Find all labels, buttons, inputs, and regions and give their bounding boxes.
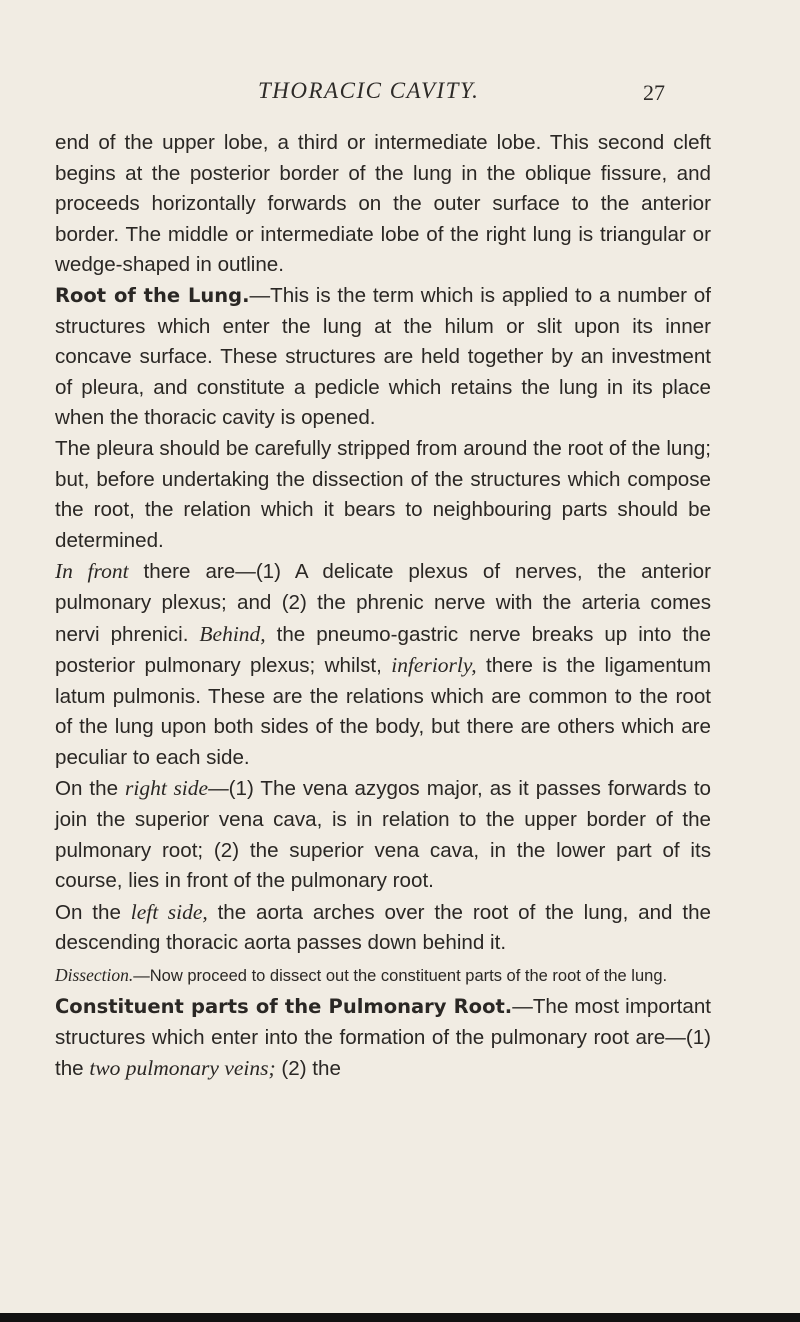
- paragraph-text: —This is the term which is applied to a number of structures which enter the lung at the hilum or slit upon its inner concave surface. These structures are held together by an investment of pleura, and constitute a pedicle which retains the lung in its place when the thoracic cavity is opened.: [55, 283, 711, 430]
- emphasis-behind: Behind,: [199, 621, 266, 646]
- paragraph-relations-common: [55, 556, 711, 773]
- section-heading-root-of-lung: Root of the Lung.: [55, 283, 250, 307]
- running-head: [0, 78, 800, 108]
- paragraph-text: there are—(1) A delicate plexus of nerves, the anterior pulmonary plexus; and (2) the phrenic nerve with the arteria comes nervi phrenici.: [55, 560, 711, 646]
- paragraph-right-side: [55, 773, 711, 896]
- emphasis-dissection: Dissection.: [55, 965, 134, 986]
- paragraph-lobe-continuation: [55, 128, 711, 281]
- paragraph-text: On the: [55, 777, 126, 801]
- emphasis-right-side: right side: [125, 776, 209, 801]
- paragraph-text: —(1) The vena azygos major, as it passes forwards to join the superior vena cava, is in relation to the upper border of the pulmonary root; (2) the superior vena cava, in the lower part of its course, lies in front of the pulmonary root.: [55, 777, 711, 893]
- emphasis-in-front: In front: [55, 559, 129, 584]
- paragraph-constituent-parts: [55, 992, 711, 1085]
- emphasis-left-side: left side,: [130, 899, 208, 924]
- page-number: 27: [643, 80, 665, 105]
- emphasis-pulmonary-veins: two pulmonary veins;: [89, 1056, 276, 1081]
- paragraph-text: The pleura should be carefully stripped from around the root of the lung; but, before undertaking the dissection of the structures which compose the root, the relation which it bears to neighbouring parts should be determined.: [55, 436, 711, 552]
- paragraph-text: there is the ligamentum latum pulmonis. These are the relations which are common to the root of the lung upon both sides of the body, but there are others which are peculiar to each side.: [55, 654, 711, 769]
- paragraph-text: the pneumo-gastric nerve breaks up into the posterior pulmonary plexus; whilst,: [55, 622, 711, 678]
- paragraph-text: (2) the: [275, 1057, 341, 1081]
- scan-bottom-edge: [0, 1313, 800, 1322]
- paragraph-root-of-lung: [55, 281, 711, 434]
- paragraph-text: —The most important structures which enter into the formation of the pulmonary root are—(1) the: [55, 995, 712, 1081]
- paragraph-pleura-stripping: [55, 434, 711, 556]
- paragraph-dissection-note: [55, 963, 711, 988]
- running-title: THORACIC CAVITY.: [258, 78, 480, 103]
- paragraph-left-side: [55, 897, 711, 959]
- paragraph-text: end of the upper lobe, a third or intermediate lobe. This second cleft begins at the posterior border of the lung in the oblique fissure, and proceeds horizontally forwards on the outer surface to the anterior border. The middle or intermediate lobe of the right lung is triangular or wedge-shaped in outline.: [55, 131, 711, 277]
- paragraph-text: —Now proceed to dissect out the constituent parts of the root of the lung.: [133, 967, 668, 986]
- emphasis-inferiorly: inferiorly,: [391, 653, 477, 678]
- section-heading-constituent-parts: Constituent parts of the Pulmonary Root.: [55, 995, 513, 1019]
- paragraph-text: On the: [55, 900, 131, 924]
- body-text: [55, 128, 711, 1085]
- paragraph-text: the aorta arches over the root of the lung, and the descending thoracic aorta passes down behind it.: [55, 900, 711, 955]
